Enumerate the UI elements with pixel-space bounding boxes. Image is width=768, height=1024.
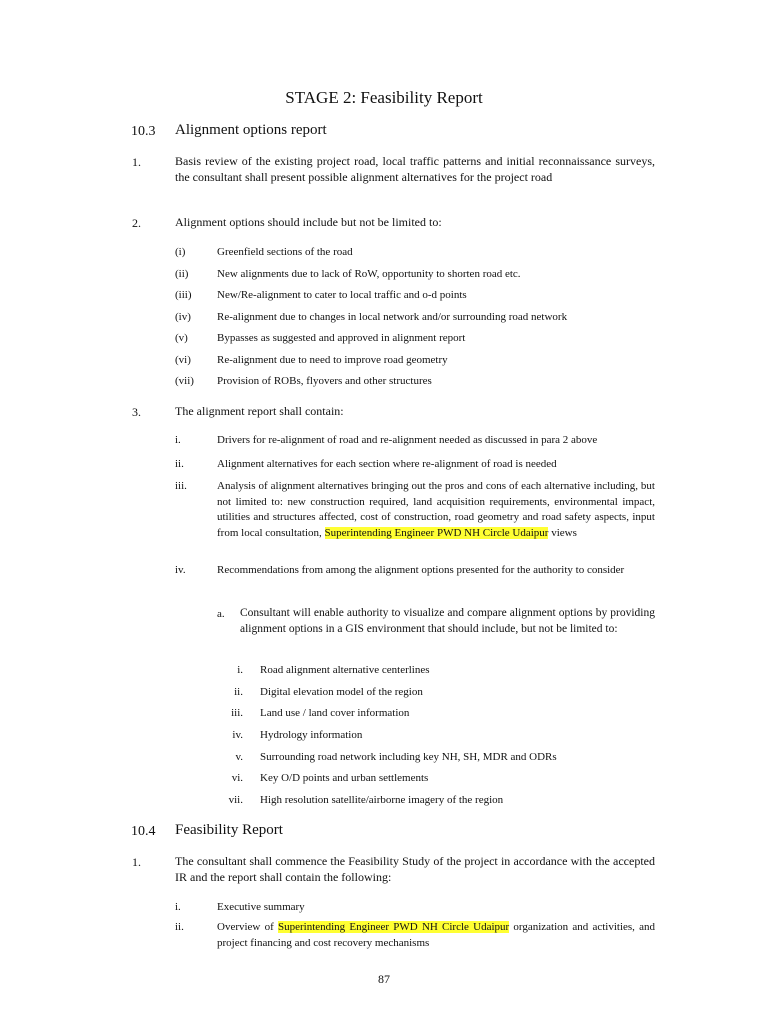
gis-item-number: i. — [237, 664, 243, 676]
gis-item-text: Digital elevation model of the region — [260, 686, 423, 698]
highlighted-text: Superintending Engineer PWD NH Circle Udaipur — [277, 921, 510, 933]
gis-item-number: vi. — [231, 772, 243, 784]
list-item-text: Basis review of the existing project road, local traffic patterns and initial reconnaissance surveys, the consultant shall present possible alignment alternatives for the project road — [175, 154, 655, 184]
content-text: Drivers for re-alignment of road and re-alignment needed as discussed in para 2 above — [217, 434, 598, 446]
option-number: (v) — [175, 332, 188, 344]
page-title: STAGE 2: Feasibility Report — [285, 88, 483, 107]
content-text: Alignment alternatives for each section where re-alignment of road is needed — [217, 458, 557, 470]
gis-item-number: vii. — [228, 794, 243, 806]
option-number: (ii) — [175, 268, 189, 280]
gis-item-text: Road alignment alternative centerlines — [260, 664, 430, 676]
content-number: ii. — [175, 458, 184, 470]
list-item-number: 1. — [132, 155, 141, 169]
option-text: New alignments due to lack of RoW, opportunity to shorten road etc. — [217, 268, 521, 280]
option-number: (iv) — [175, 311, 191, 323]
option-number: (vii) — [175, 375, 194, 387]
section-number: 10.4 — [131, 824, 156, 839]
gis-item-number: iii. — [231, 707, 243, 719]
option-number: (i) — [175, 246, 186, 258]
content-number: i. — [175, 901, 181, 913]
highlighted-text: Superintending Engineer PWD NH Circle Udaipur — [324, 526, 549, 539]
option-number: (iii) — [175, 289, 192, 301]
content-text: Analysis of alignment alternatives bringing out the pros and cons of each alternative including, but not limited to: new construction required, land acquisition requirements, environmental impact, utilities and structures affected, cost of construction, road geometry and road safety aspects, input from local consultation, Superintending Engineer PWD NH Circle Udaipur views — [217, 480, 655, 539]
option-text: Re-alignment due to need to improve road geometry — [217, 354, 448, 366]
content-number: iv. — [175, 564, 186, 576]
list-item-number: 1. — [132, 855, 141, 869]
section-number: 10.3 — [131, 124, 156, 139]
list-item-text: Alignment options should include but not be limited to: — [175, 215, 442, 229]
gis-item-text: High resolution satellite/airborne imagery of the region — [260, 794, 504, 806]
option-number: (vi) — [175, 354, 191, 366]
section-title: Feasibility Report — [175, 822, 283, 838]
sub-item-text: Consultant will enable authority to visualize and compare alignment options by providing alignment options in a GIS environment that should include, but not be limited to: — [240, 607, 655, 635]
gis-item-text: Hydrology information — [260, 729, 363, 741]
content-number: i. — [175, 434, 181, 446]
option-text: New/Re-alignment to cater to local traffic and o-d points — [217, 289, 467, 301]
content-number: iii. — [175, 480, 187, 492]
list-item-text: The alignment report shall contain: — [175, 404, 344, 418]
gis-item-number: iv. — [232, 729, 243, 741]
option-text: Provision of ROBs, flyovers and other structures — [217, 375, 432, 387]
gis-item-text: Land use / land cover information — [260, 707, 410, 719]
list-item-text: The consultant shall commence the Feasibility Study of the project in accordance with the accepted IR and the report shall contain the following: — [175, 854, 655, 884]
option-text: Bypasses as suggested and approved in alignment report — [217, 332, 466, 344]
content-text: Recommendations from among the alignment options presented for the authority to consider — [217, 564, 625, 576]
option-text: Greenfield sections of the road — [217, 246, 353, 258]
gis-item-text: Surrounding road network including key NH, SH, MDR and ODRs — [260, 751, 557, 763]
list-item-number: 3. — [132, 405, 141, 419]
gis-item-number: ii. — [234, 686, 243, 698]
gis-item-number: v. — [235, 751, 243, 763]
content-text: Overview of Superintending Engineer PWD NH Circle Udaipur organization and activities, and project financing and cost recovery mechanisms — [217, 921, 656, 949]
list-item-number: 2. — [132, 216, 141, 230]
sub-item-letter: a. — [217, 608, 225, 620]
content-number: ii. — [175, 921, 184, 933]
content-text: Executive summary — [217, 901, 305, 913]
gis-item-text: Key O/D points and urban settlements — [260, 772, 429, 784]
page-number: 87 — [378, 972, 390, 986]
option-text: Re-alignment due to changes in local network and/or surrounding road network — [217, 311, 568, 323]
section-title: Alignment options report — [175, 122, 327, 138]
